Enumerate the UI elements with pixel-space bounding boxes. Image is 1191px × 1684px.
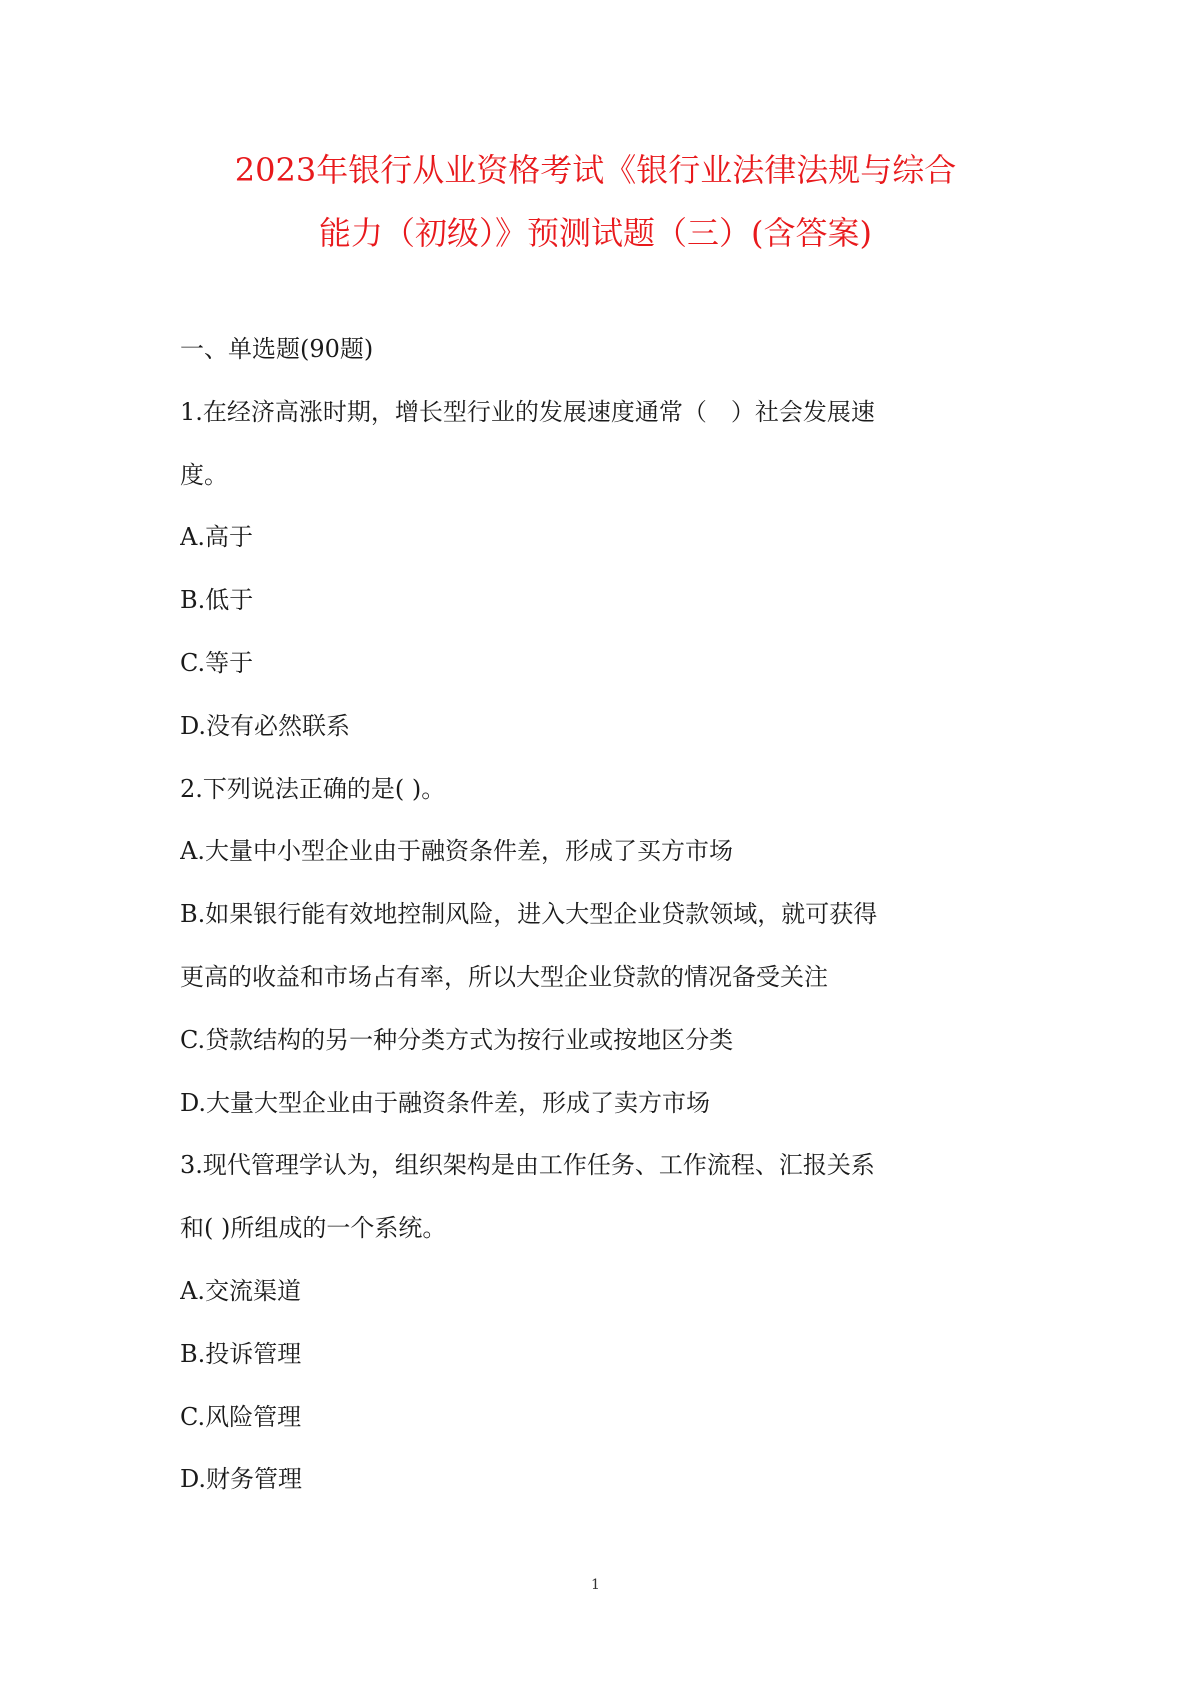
text-line: 和( )所组成的一个系统。	[180, 1214, 447, 1243]
text-line: 1.在经济高涨时期，增长型行业的发展速度通常（ ）社会发展速	[180, 397, 875, 426]
text-line: 2.下列说法正确的是( )。	[180, 774, 446, 803]
text-line: D.财务管理	[180, 1465, 303, 1494]
text-line: B.投诉管理	[180, 1339, 302, 1368]
text-line: C.等于	[180, 648, 254, 677]
text-line: A.高于	[180, 523, 253, 552]
document-title-line-2: 能力（初级）》预测试题（三）(含答案)	[319, 214, 872, 252]
section-heading: 一、单选题(90题)	[180, 335, 374, 363]
text-line: 度。	[180, 460, 228, 489]
text-line: B.如果银行能有效地控制风险，进入大型企业贷款领域，就可获得	[180, 900, 878, 929]
text-line: C.贷款结构的另一种分类方式为按行业或按地区分类	[180, 1025, 734, 1054]
document-title-line-1: 2023年银行从业资格考试《银行业法律法规与综合	[234, 151, 957, 189]
text-line: A.大量中小型企业由于融资条件差，形成了买方市场	[180, 837, 733, 866]
text-line: A.交流渠道	[180, 1276, 301, 1305]
text-line: D.没有必然联系	[180, 711, 351, 740]
text-line: 3.现代管理学认为，组织架构是由工作任务、工作流程、汇报关系	[180, 1151, 875, 1180]
text-line: B.低于	[180, 586, 254, 615]
text-line: C.风险管理	[180, 1402, 302, 1431]
page-number: 1	[591, 1577, 600, 1593]
text-line: D.大量大型企业由于融资条件差，形成了卖方市场	[180, 1088, 711, 1117]
text-line: 更高的收益和市场占有率，所以大型企业贷款的情况备受关注	[180, 962, 828, 991]
document-body	[180, 318, 1031, 1511]
